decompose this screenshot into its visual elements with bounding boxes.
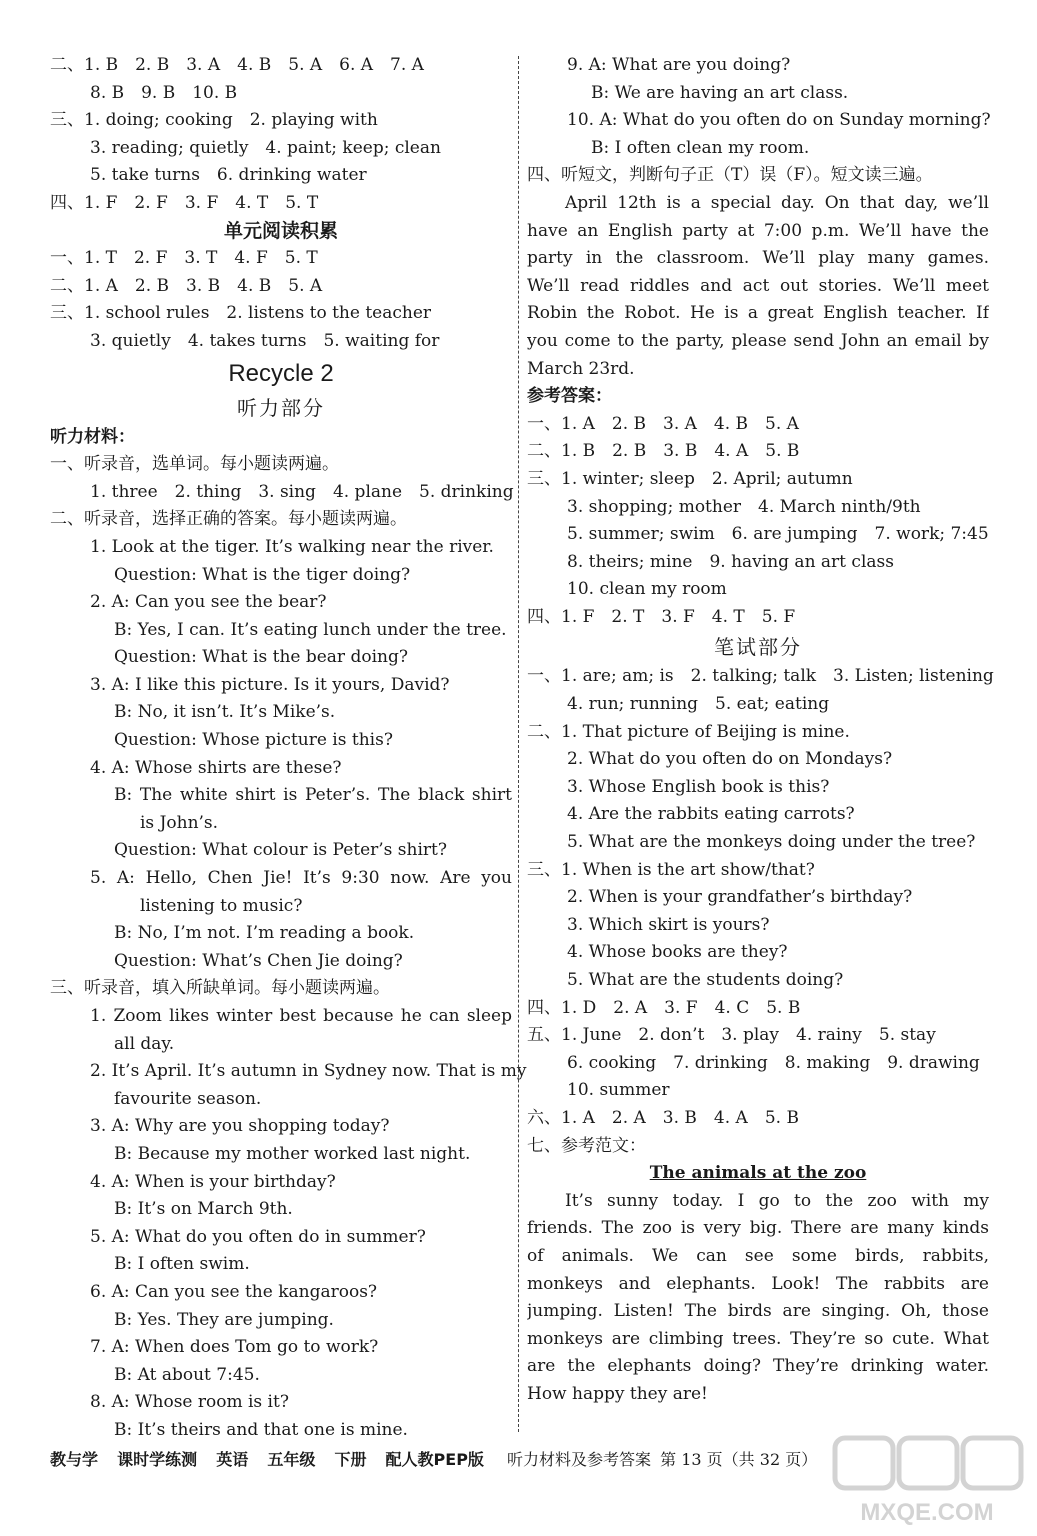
script-line: listening to music?	[140, 895, 303, 916]
script-line: B: It’s on March 9th.	[114, 1199, 293, 1220]
passage-line: March 23rd.	[527, 358, 635, 379]
script-line: 7. A: When does Tom go to work?	[90, 1337, 379, 1358]
watermark-text: MXQE.COM	[860, 1499, 994, 1526]
answers-label: 参考答案：	[527, 386, 612, 407]
script-line: 6. A: Can you see the kangaroos?	[90, 1281, 378, 1302]
essay-line: It’s sunny today. I go to the zoo with my	[565, 1190, 989, 1211]
footer-brand: 教与学	[50, 1450, 99, 1469]
answer-line: 一、1. A 2. B 3. A 4. B 5. A	[527, 413, 799, 434]
script-line: 5. A: Hello, Chen Jie! It’s 9:30 now. Are you	[90, 868, 512, 889]
script-line: is John’s.	[140, 812, 219, 833]
script-line: 5. A: What do you often do in summer?	[90, 1226, 426, 1247]
right-column	[527, 52, 994, 1409]
page-footer	[50, 1447, 990, 1470]
footer-series: 课时学练测	[117, 1450, 198, 1469]
passage-line: April 12th is a special day. On that day, we’ll	[565, 192, 989, 213]
essay-line: jumping. Listen! The birds are singing. Oh, those	[527, 1301, 989, 1322]
answer-line: 3. shopping; mother 4. March ninth/9th	[567, 496, 921, 517]
answer-line: 8. theirs; mine 9. having an art class	[567, 551, 894, 572]
section-instruction: 三、听录音，填入所缺单词。每小题读两遍。	[50, 978, 390, 999]
question-line: Question: What’s Chen Jie doing?	[114, 950, 403, 971]
footer-section: 听力材料及参考答案	[507, 1450, 652, 1469]
script-line: 2. A: Can you see the bear?	[90, 592, 327, 613]
passage-line: have an English party at 7:00 p.m. We’ll have the	[527, 220, 989, 241]
answer-line: 三、1. winter; sleep 2. April; autumn	[527, 468, 853, 489]
script-line: B: I often clean my room.	[591, 137, 810, 158]
essay-line: of animals. We can see some birds, rabbits,	[527, 1245, 989, 1266]
answer-line: 5. What are the students doing?	[567, 970, 844, 990]
unit-title: Recycle 2	[228, 359, 334, 387]
essay-line: How happy they are!	[527, 1383, 708, 1404]
answer-line: 5. summer; swim 6. are jumping 7. work; 7:45	[567, 524, 989, 545]
answer-line: 三、1. When is the art show/that?	[527, 859, 815, 880]
answer-line: 三、1. school rules 2. listens to the teacher	[50, 303, 432, 324]
passage-line: you come to the party, please send John an email by	[527, 330, 989, 351]
footer-subject: 英语	[216, 1450, 249, 1469]
script-line: 3. A: I like this picture. Is it yours, David?	[90, 674, 450, 695]
answer-line: 6. cooking 7. drinking 8. making 9. drawing	[567, 1052, 980, 1073]
answer-line: 三、1. doing; cooking 2. playing with	[50, 110, 378, 131]
script-line: 3. A: Why are you shopping today?	[90, 1116, 390, 1137]
answer-line: 10. clean my room	[567, 579, 727, 600]
script-line: 1. Look at the tiger. It’s walking near the river.	[90, 536, 494, 557]
answer-line: 六、1. A 2. A 3. B 4. A 5. B	[527, 1107, 799, 1128]
answer-line: 3. Whose English book is this?	[567, 776, 830, 797]
answer-line: 4. Are the rabbits eating carrots?	[567, 804, 855, 825]
answer-line: 四、1. F 2. T 3. F 4. T 5. F	[527, 606, 796, 627]
answer-line: 一、1. T 2. F 3. T 4. F 5. T	[50, 248, 318, 269]
script-line: 4. A: Whose shirts are these?	[90, 757, 342, 778]
question-line: Question: Whose picture is this?	[114, 730, 393, 751]
section-heading: 单元阅读积累	[223, 219, 338, 242]
essay-line: monkeys and elephants. Look! The rabbits are	[527, 1273, 989, 1294]
column-divider	[518, 56, 519, 1432]
script-line: 2. It’s April. It’s autumn in Sydney now. That is my	[90, 1061, 527, 1082]
answer-line: 五、1. June 2. don’t 3. play 4. rainy 5. stay	[527, 1025, 936, 1046]
script-line: 1. Zoom likes winter best because he can sleep	[90, 1006, 512, 1026]
script-line: B: It’s theirs and that one is mine.	[114, 1419, 408, 1440]
script-line: B: No, it isn’t. It’s Mike’s.	[114, 702, 336, 723]
answer-line: 8. B 9. B 10. B	[90, 82, 238, 103]
passage-line: Robin the Robot. He is a great English teacher. If	[527, 303, 989, 324]
answer-line: 七、参考范文：	[527, 1135, 646, 1156]
passage-line: We’ll read riddles and act out stories. We’ll meet	[527, 275, 989, 296]
script-line: 10. A: What do you often do on Sunday morning?	[567, 110, 991, 131]
question-line: Question: What colour is Peter’s shirt?	[114, 840, 447, 861]
script-line: B: Yes, I can. It’s eating lunch under the tree.	[114, 619, 507, 640]
answer-line: 二、1. A 2. B 3. B 4. B 5. A	[50, 275, 323, 296]
script-line: all day.	[114, 1033, 175, 1054]
script-line: B: No, I’m not. I’m reading a book.	[114, 923, 415, 944]
answer-line: 2. What do you often do on Mondays?	[567, 749, 893, 770]
footer-volume: 下册	[334, 1450, 367, 1469]
script-line: B: Because my mother worked last night.	[114, 1143, 471, 1164]
section-instruction: 一、听录音，选单词。每小题读两遍。	[50, 454, 339, 475]
footer-grade: 五年级	[267, 1450, 316, 1469]
footer-edition: 配人教PEP版	[385, 1450, 484, 1469]
essay-title: The animals at the zoo	[649, 1163, 867, 1184]
passage-line: party in the classroom. We’ll play many games.	[527, 248, 989, 269]
question-line: Question: What is the tiger doing?	[114, 564, 411, 585]
answer-line: 5. take turns 6. drinking water	[90, 165, 367, 186]
material-label: 听力材料：	[50, 426, 135, 447]
section-instruction: 四、听短文，判断句子正（T）误（F）。短文读三遍。	[527, 165, 933, 186]
section-instruction: 二、听录音，选择正确的答案。每小题读两遍。	[50, 509, 407, 530]
answer-line: 10. summer	[567, 1080, 670, 1101]
answer-line: 4. run; running 5. eat; eating	[567, 694, 830, 715]
script-line: B: The white shirt is Peter’s. The black shirt	[114, 785, 512, 806]
essay-line: are the elephants doing? They’re drinking water.	[527, 1356, 989, 1377]
script-line: favourite season.	[114, 1088, 262, 1109]
answer-line: 四、1. D 2. A 3. F 4. C 5. B	[527, 997, 801, 1018]
script-line: 9. A: What are you doing?	[567, 55, 791, 75]
answer-line: 四、1. F 2. F 3. F 4. T 5. T	[50, 192, 319, 213]
script-line: B: We are having an art class.	[591, 82, 849, 103]
part-title: 笔试部分	[714, 635, 802, 660]
script-line: B: I often swim.	[114, 1254, 250, 1275]
left-column	[50, 52, 527, 1445]
script-line: 4. A: When is your birthday?	[90, 1171, 336, 1192]
answer-line: 3. quietly 4. takes turns 5. waiting for	[90, 330, 440, 351]
essay-line: monkeys are climbing trees. They’re so cute. What	[527, 1328, 989, 1349]
answer-line: 4. Whose books are they?	[567, 942, 788, 963]
answer-line: 3. Which skirt is yours?	[567, 914, 770, 935]
essay-line: friends. The zoo is very big. There are many kinds	[527, 1218, 989, 1239]
answer-line: 二、1. B 2. B 3. A 4. B 5. A 6. A 7. A	[50, 55, 424, 75]
answer-line: 二、1. That picture of Beijing is mine.	[527, 721, 850, 742]
script-line: B: At about 7:45.	[114, 1364, 260, 1385]
answer-line: 二、1. B 2. B 3. B 4. A 5. B	[527, 441, 800, 462]
answer-line: 5. What are the monkeys doing under the tree?	[567, 832, 976, 853]
script-line: B: Yes. They are jumping.	[114, 1309, 334, 1330]
page-number: 第 13 页（共 32 页）	[660, 1450, 818, 1469]
answer-line: 一、1. are; am; is 2. talking; talk 3. Listen; listening	[527, 666, 994, 687]
part-title: 听力部分	[237, 395, 325, 420]
script-line: 8. A: Whose room is it?	[90, 1392, 289, 1413]
answer-line: 2. When is your grandfather’s birthday?	[567, 887, 913, 908]
question-line: Question: What is the bear doing?	[114, 647, 408, 668]
answer-line: 3. reading; quietly 4. paint; keep; clean	[90, 137, 441, 158]
word-list: 1. three 2. thing 3. sing 4. plane 5. drinking	[90, 481, 514, 502]
